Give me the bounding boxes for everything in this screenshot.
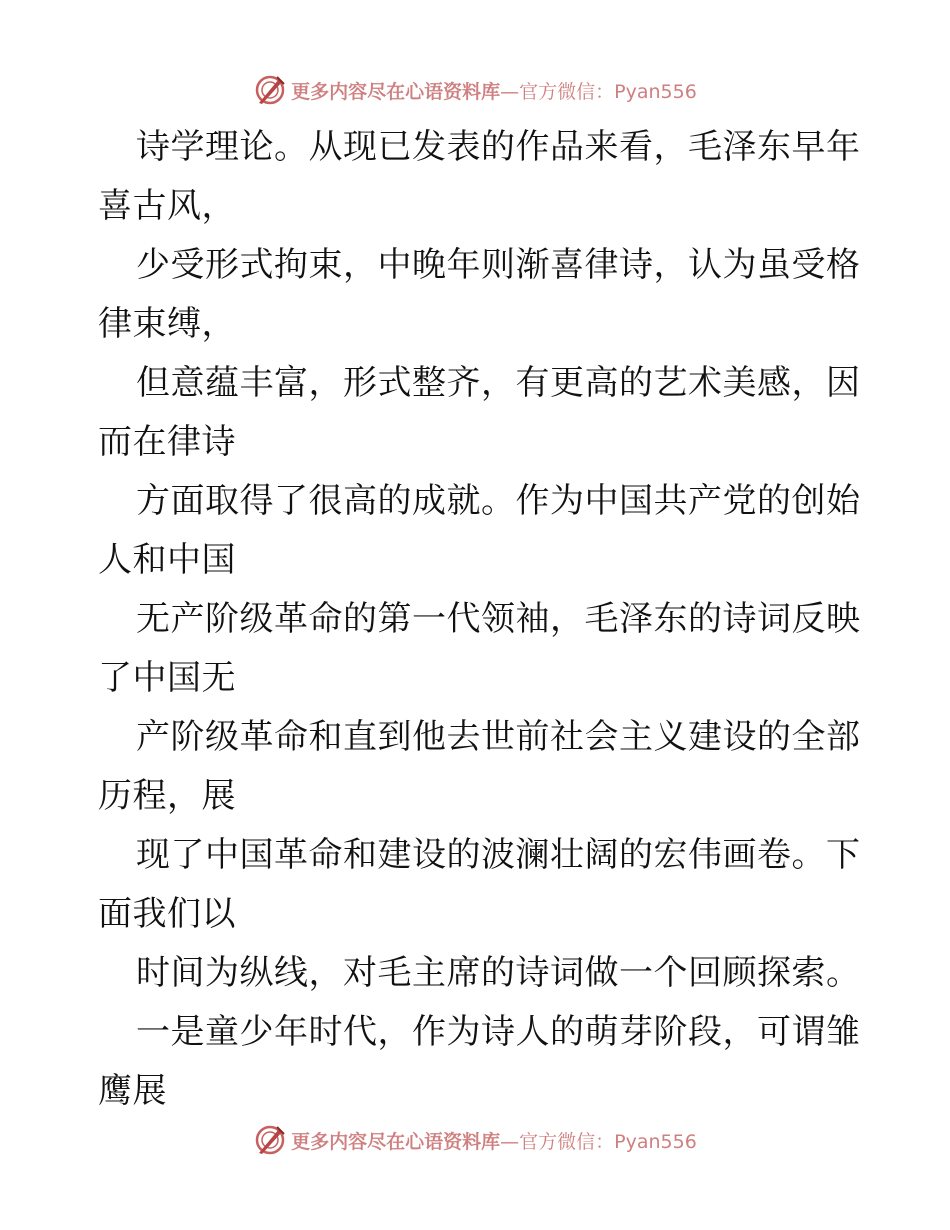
text-line: 历程，展	[98, 776, 236, 816]
text-line: 产阶级革命和直到他去世前社会主义建设的全部	[136, 717, 861, 757]
text-line: 律束缚，	[98, 304, 236, 344]
text-line: 但意蕴丰富，形式整齐，有更高的艺术美感，因	[136, 363, 861, 403]
banner-text: 更多内容尽在心语资料库	[291, 1130, 501, 1153]
text-line: 现了中国革命和建设的波澜壮阔的宏伟画卷。下	[136, 835, 861, 875]
footer-banner	[0, 1120, 950, 1160]
text-line: 面我们以	[98, 894, 236, 934]
text-line: 诗学理论。从现已发表的作品来看，毛泽东早年	[136, 127, 861, 167]
banner-text: 更多内容尽在心语资料库	[291, 80, 501, 103]
text-line: 一是童少年时代，作为诗人的萌芽阶段，可谓雏	[136, 1012, 861, 1052]
document-body	[98, 118, 861, 1121]
text-line: 人和中国	[98, 540, 236, 580]
quill-pen-seal-icon	[253, 1123, 287, 1157]
banner-contact: —官方微信：Pyan556	[500, 80, 697, 103]
text-line: 少受形式拘束，中晚年则渐喜律诗，认为虽受格	[136, 245, 861, 285]
banner-contact: —官方微信：Pyan556	[500, 1130, 697, 1153]
text-line: 喜古风，	[98, 186, 236, 226]
text-line: 时间为纵线，对毛主席的诗词做一个回顾探索。	[136, 953, 861, 993]
text-line: 鹰展	[98, 1071, 167, 1111]
quill-pen-seal-icon	[253, 73, 287, 107]
text-line: 而在律诗	[98, 422, 236, 462]
text-line: 无产阶级革命的第一代领袖，毛泽东的诗词反映	[136, 599, 861, 639]
text-line: 方面取得了很高的成就。作为中国共产党的创始	[136, 481, 861, 521]
header-banner	[0, 70, 950, 110]
text-line: 了中国无	[98, 658, 236, 698]
